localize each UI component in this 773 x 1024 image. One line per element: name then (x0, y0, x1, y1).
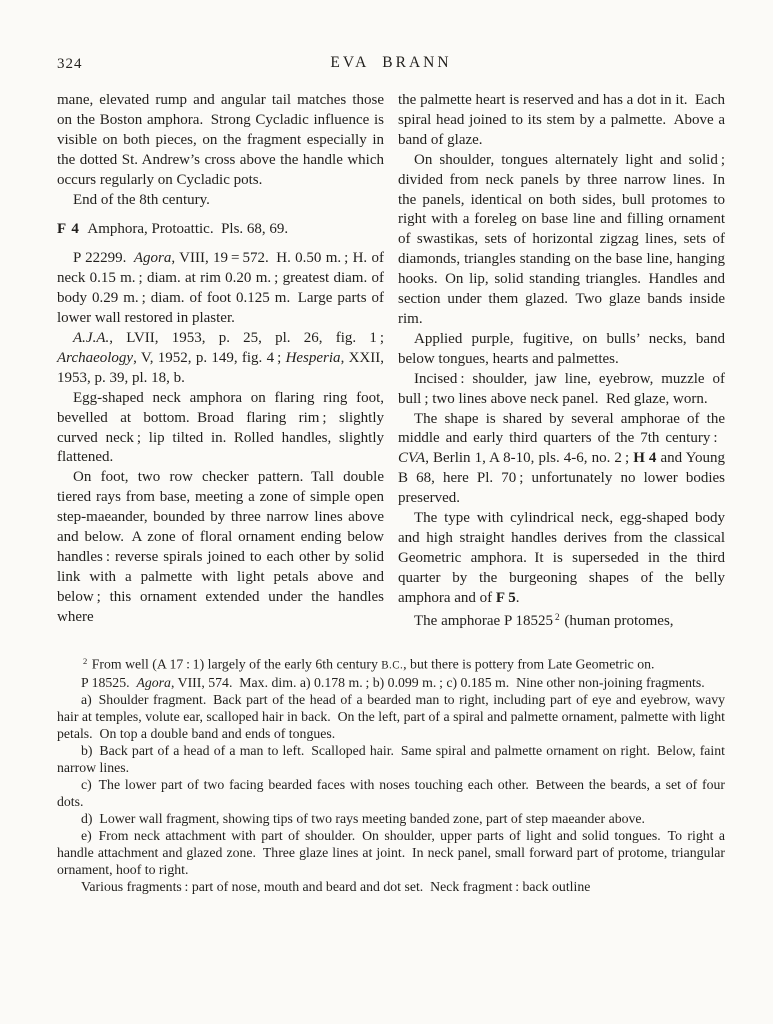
footnote-paragraph: $^2$ From well (A 17 : 1) largely of the early 6th century B.C., but there is pottery from Late Geometric on. (83, 655, 655, 672)
paragraph-continuation: mane, elevated rump and angular tail matches those on the Boston amphora. Strong Cycladic influence is visible on both pieces, on the fragment especially in the dotted St. Andrew’s cross above the handle which occurs regularly on Cycladic pots. (57, 92, 384, 188)
entry-heading: F 4 Amphora, Protoattic. Pls. 68, 69. (57, 221, 289, 238)
footnotes-section (57, 653, 725, 896)
footnote-paragraph: b) Back part of a head of a man to left. Scalloped hair. Same spiral and palmette ornament on right. Below, faint narrow lines. (57, 743, 725, 776)
paragraph: Egg-shaped neck amphora on flaring ring foot, bevelled at bottom. Broad flaring rim ; slightly curved neck ; lip tilted in. Rolled handles, slightly flattened. (57, 389, 384, 466)
footnote-paragraph: a) Shoulder fragment. Back part of the head of a bearded man to right, including part of eye and eyebrow, wavy hair at temples, volute ear, scalloped hair in back. On the left, part of a spiral and palmette ornament, palmette with light petals. On top a double band and ends of tongues. (57, 692, 725, 742)
paragraph: On foot, two row checker pattern. Tall double tiered rays from base, meeting a zone of simple open step-maeander, bounded by three narrow lines above and below. A zone of floral ornament ending below handles : reverse spirals joined to each other by solid link with a palmette with light petals above and below ; this ornament extended under the handles where (57, 469, 384, 625)
footnote-paragraph: d) Lower wall fragment, showing tips of two rays meeting banded zone, part of step maeander above. (81, 811, 645, 827)
paragraph-bibliography: A.J.A., LVII, 1953, p. 25, pl. 26, fig. 1 ; Archaeology, V, 1952, p. 149, fig. 4 ; Hesperia, XXII, 1953, p. 39, pl. 18, b. (57, 329, 385, 386)
paragraph: Incised : shoulder, jaw line, eyebrow, muzzle of bull ; two lines above neck panel. Red glaze, worn. (398, 370, 725, 407)
footnote-paragraph: P 18525. Agora, VIII, 574. Max. dim. a) 0.178 m. ; b) 0.099 m. ; c) 0.185 m. Nine other non-joining fragments. (81, 675, 705, 691)
paragraph: On shoulder, tongues alternately light and solid ; divided from neck panels by three narrow lines. In the panels, identical on both sides, bull protomes to right with a foreleg on base line and filling ornament of swastikas, sets of horizontal zigzag lines, sets of diamonds, triangles standing on the base line, hanging hooks. On lip, solid standing triangles. Handles and section under them glazed. Two glaze bands inside rim. (398, 151, 725, 327)
right-column (398, 91, 725, 632)
footnote-paragraph: c) The lower part of two facing bearded faces with noses touching each other. Between the beards, a set of four dots. (57, 777, 725, 810)
paragraph-continuation: the palmette heart is reserved and has a dot in it. Each spiral head joined to its stem by a palmette. Above a band of glaze. (398, 92, 725, 148)
paragraph: P 22299. Agora, VIII, 19 = 572. H. 0.50 m. ; H. of neck 0.15 m. ; diam. at rim 0.20 m. ; greatest diam. of body 0.29 m. ; diam. of foot 0.125 m. Large parts of lower wall restored in plaster. (57, 250, 384, 327)
footnote-paragraph: e) From neck attachment with part of shoulder. On shoulder, upper parts of light and solid tongues. To right a handle attachment and glazed zone. Three glaze lines at joint. In neck panel, small forward part of protome, triangular ornament, hoof to right. (57, 828, 725, 878)
page-header (57, 54, 725, 76)
footnote-paragraph: Various fragments : part of nose, mouth and beard and dot set. Neck fragment : back outline (81, 879, 591, 895)
paragraph: End of the 8th century. (73, 191, 210, 208)
two-column-text (57, 91, 725, 632)
running-head: EVA BRANN (330, 54, 452, 71)
page-number: 324 (57, 56, 83, 72)
paragraph: The amphorae P 18525 $^2$ (human protomes, (414, 612, 674, 629)
paragraph: Applied purple, fugitive, on bulls’ necks, band below tongues, hearts and palmettes. (398, 330, 725, 367)
left-column (57, 91, 384, 632)
paragraph: The shape is shared by several amphorae of the middle and early third quarters of the 7th century : CVA, Berlin 1, A 8-10, pls. 4-6, no. 2 ; H 4 and Young B 68, here Pl. 70 ; unfortunately no lower bodies preserved. (398, 410, 726, 507)
paragraph: The type with cylindrical neck, egg-shaped body and high straight handles derives from the classical Geometric amphora. It is superseded in the third quarter by the burgeoning shapes of the belly amphora and of F 5. (398, 510, 725, 606)
